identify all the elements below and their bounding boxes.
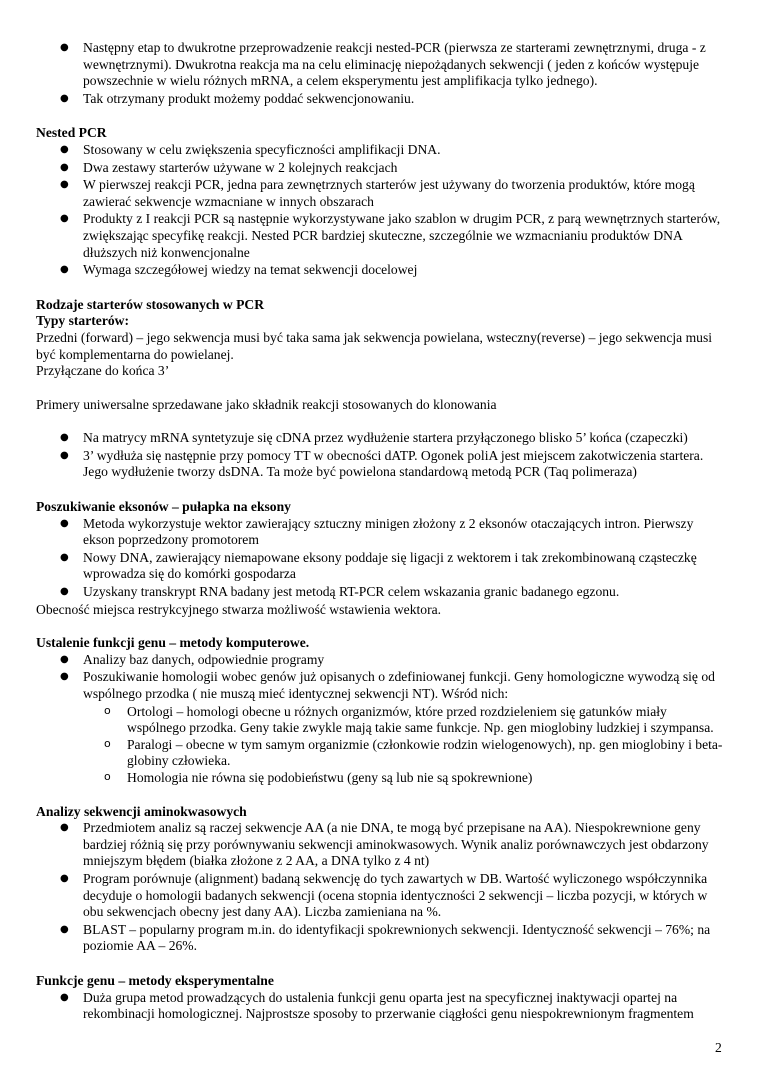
list-item: ● Poszukiwanie homologii wobec genów już opisanych o zdefiniowanej funkcji. Geny homologiczne wywodzą się od wspólnego przodka ( nie muszą mieć identycznej sekwencji NT). Wśród nich: [36, 669, 726, 702]
page-number: 2 [715, 1040, 722, 1055]
list-item: ● Metoda wykorzystuje wektor zawierający sztuczny minigen złożony z 2 eksonów otaczających intron. Pierwszy ekson poprzedzony promotorem [36, 516, 726, 549]
section-heading-aa-analysis: Analizy sekwencji aminokwasowych [36, 803, 247, 819]
list-item: ● Przedmiotem analiz są raczej sekwencje AA (a nie DNA, te mogą być przepisane na AA). Niespokrewnione geny bardziej różnią się przy porównywaniu sekwencji aminokwasowych. Wynik analiz porównawczych jest obdarzony mniejszym błędem (białka złożone z 2 AA, a DNA tylko z 4 nt) [36, 820, 726, 870]
primers-list [36, 430, 726, 481]
list-item: ● 3’ wydłuża się następnie przy pomocy TT w obecności dATP. Ogonek poliA jest miejscem zakotwiczenia startera. Jego wydłużenie tworzy dsDNA. Ta może być powielona standardową metodą PCR (Taq polimeraza) [36, 448, 726, 481]
section-heading-exon-trap: Poszukiwanie eksonów – pułapka na eksony [36, 499, 291, 515]
document-page [36, 40, 726, 1024]
paragraph: Primery uniwersalne sprzedawane jako składnik reakcji stosowanych do klonowania [36, 396, 497, 412]
list-item: ● Dwa zestawy starterów używane w 2 kolejnych reakcjach [36, 160, 726, 177]
list-item: ● Stosowany w celu zwiększenia specyficzności amplifikacji DNA. [36, 142, 726, 159]
intro-list [36, 40, 726, 107]
list-item: ● Nowy DNA, zawierający niemapowane eksony poddaje się ligacji z wektorem i tak zrekombinowaną cząsteczkę wprowadza się do komórki gospodarza [36, 550, 726, 583]
paragraph: Obecność miejsca restrykcyjnego stwarza możliwość wstawienia wektora. [36, 601, 442, 617]
homology-sublist [36, 704, 726, 787]
paragraph: Przyłączane do końca 3’ [36, 363, 170, 379]
section-heading-primers: Rodzaje starterów stosowanych w PCR [36, 296, 265, 312]
sublist-item: o Paralogi – obecne w tym samym organizmie (członkowie rodzin wielogenowych), np. gen mioglobiny i beta-globiny człowieka. [36, 737, 726, 770]
section-heading-gene-function-experimental: Funkcje genu – metody eksperymentalne [36, 972, 274, 988]
list-item: ● Uzyskany transkrypt RNA badany jest metodą RT-PCR celem wskazania granic badanego egzonu. [36, 584, 726, 601]
list-item: ● W pierwszej reakcji PCR, jedna para zewnętrznych starterów jest używany do tworzenia produktów, które mogą zawierać sekwencje wzmacniane w innych obszarach [36, 177, 726, 210]
list-item: ● Wymaga szczegółowej wiedzy na temat sekwencji docelowej [36, 262, 726, 279]
list-item: ● Duża grupa metod prowadzących do ustalenia funkcji genu oparta jest na specyficznej inaktywacji opartej na rekombinacji homologicznej. Najprostsze sposoby to przerwanie ciągłości genu niespokrewnionym fragmentem [36, 990, 726, 1023]
subheading-primer-types: Typy starterów: [36, 313, 129, 329]
experimental-list [36, 990, 726, 1023]
sublist-item: o Homologia nie równa się podobieństwu (geny są lub nie są spokrewnione) [36, 770, 726, 787]
aa-analysis-list [36, 820, 726, 955]
section-heading-nested-pcr: Nested PCR [36, 125, 107, 141]
nested-pcr-list [36, 142, 726, 279]
list-item: ● Analizy baz danych, odpowiednie programy [36, 652, 726, 669]
section-heading-gene-function-computer: Ustalenie funkcji genu – metody komputerowe. [36, 635, 310, 651]
list-item: ● BLAST – popularny program m.in. do identyfikacji spokrewnionych sekwencji. Identyczność sekwencji – 76%; na poziomie AA – 26%. [36, 922, 726, 955]
list-item: ● Następny etap to dwukrotne przeprowadzenie reakcji nested-PCR (pierwsza ze starterami zewnętrznymi, druga - z wewnętrznymi). Dwukrotna reakcja ma na celu eliminację niepożądanych sekwencji ( jeden z końców występuje powszechnie w wielu różnych mRNA, a celem eksperymentu jest amplifikacja tylko jednego). [36, 40, 726, 90]
list-item: ● Tak otrzymany produkt możemy poddać sekwencjonowaniu. [36, 91, 726, 108]
paragraph: Przedni (forward) – jego sekwencja musi być taka sama jak sekwencja powielana, wsteczny(reverse) – jego sekwencja musi być komplementarna do powielanej. [36, 329, 713, 362]
gene-function-list [36, 652, 726, 703]
list-item: ● Program porównuje (alignment) badaną sekwencję do tych zawartych w DB. Wartość wyliczonego współczynnika decyduje o homologii badanych sekwencji (ocena stopnia identyczności 2 sekwencji – liczba pozycji, w których w obu sekwencjach obecny jest dany AA). Liczba zamieniana na %. [36, 871, 726, 921]
list-item: ● Produkty z I reakcji PCR są następnie wykorzystywane jako szablon w drugim PCR, z parą wewnętrznych starterów, zwiększając specyfikę reakcji. Nested PCR bardziej skuteczne, szczególnie we wzmacnianiu produktów DNA dłuższych niż konwencjonalne [36, 211, 726, 261]
sublist-item: o Ortologi – homologi obecne u różnych organizmów, które przed rozdzieleniem się gatunków miały wspólnego przodka. Geny takie zwykle mają takie same funkcje. Np. gen mioglobiny ludzkiej i szympansa. [36, 704, 726, 737]
list-item: ● Na matrycy mRNA syntetyzuje się cDNA przez wydłużenie startera przyłączonego blisko 5’ końca (czapeczki) [36, 430, 726, 447]
exon-trap-list [36, 516, 726, 601]
